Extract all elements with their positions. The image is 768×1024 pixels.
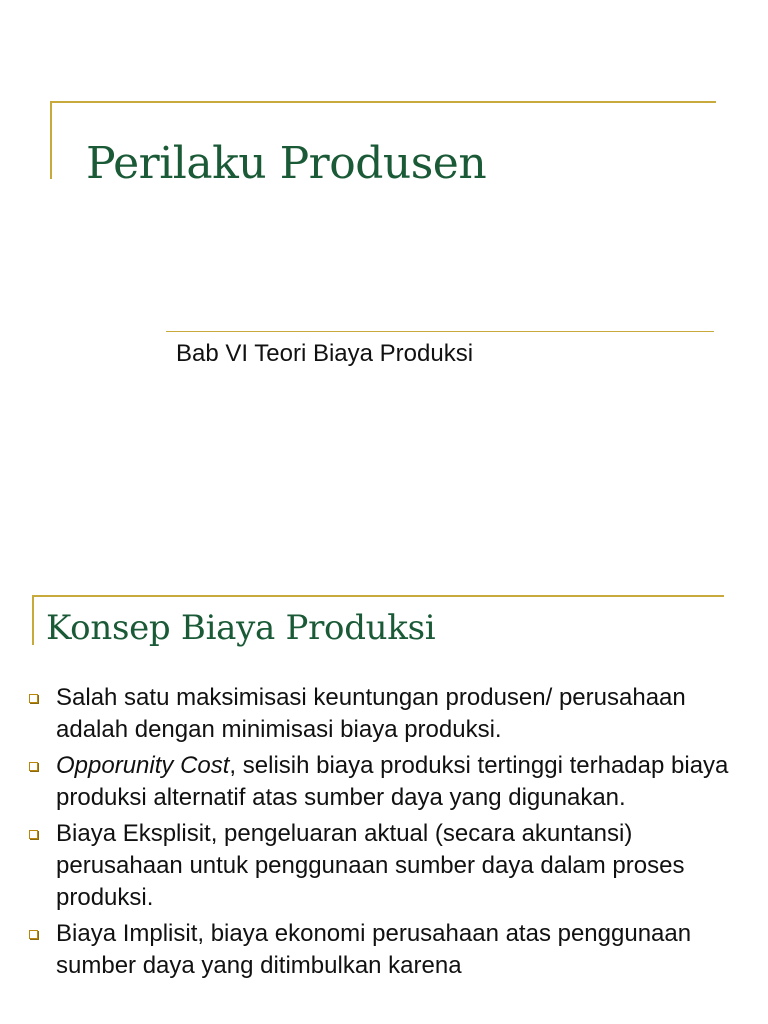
slide-title-heading: Perilaku Produsen <box>86 138 487 189</box>
square-bullet-icon <box>29 930 38 939</box>
bullet-text: , selisih biaya produksi tertinggi terhadap biaya produksi alternatif atas sumber daya yang digunakan. <box>56 752 729 811</box>
bullet-item <box>28 918 738 982</box>
bullet-list <box>28 682 738 986</box>
title-accent-vertical-line <box>50 101 52 179</box>
content-slide-heading: Konsep Biaya Produksi <box>46 608 436 648</box>
square-bullet-icon <box>29 762 38 771</box>
content-accent-vertical-line <box>32 595 34 645</box>
bullet-text: Biaya Eksplisit, pengeluaran aktual (secara akuntansi) perusahaan untuk penggunaan sumber daya dalam proses produksi. <box>56 820 685 911</box>
square-bullet-icon <box>29 830 38 839</box>
title-accent-horizontal-line <box>50 101 716 103</box>
bullet-item <box>28 818 738 914</box>
bullet-text: Salah satu maksimisasi keuntungan produsen/ perusahaan adalah dengan minimisasi biaya produksi. <box>56 684 686 743</box>
bullet-item <box>28 750 738 814</box>
bullet-item <box>28 682 738 746</box>
subtitle-divider-line <box>166 331 714 332</box>
bullet-italic-term: Opporunity Cost <box>56 752 230 779</box>
square-bullet-icon <box>29 694 38 703</box>
content-accent-horizontal-line <box>32 595 724 597</box>
slide-content <box>0 576 768 1024</box>
bullet-text: Biaya Implisit, biaya ekonomi perusahaan atas penggunaan sumber daya yang ditimbulkan karena <box>56 920 692 979</box>
slide-subtitle: Bab VI Teori Biaya Produksi <box>176 340 474 367</box>
